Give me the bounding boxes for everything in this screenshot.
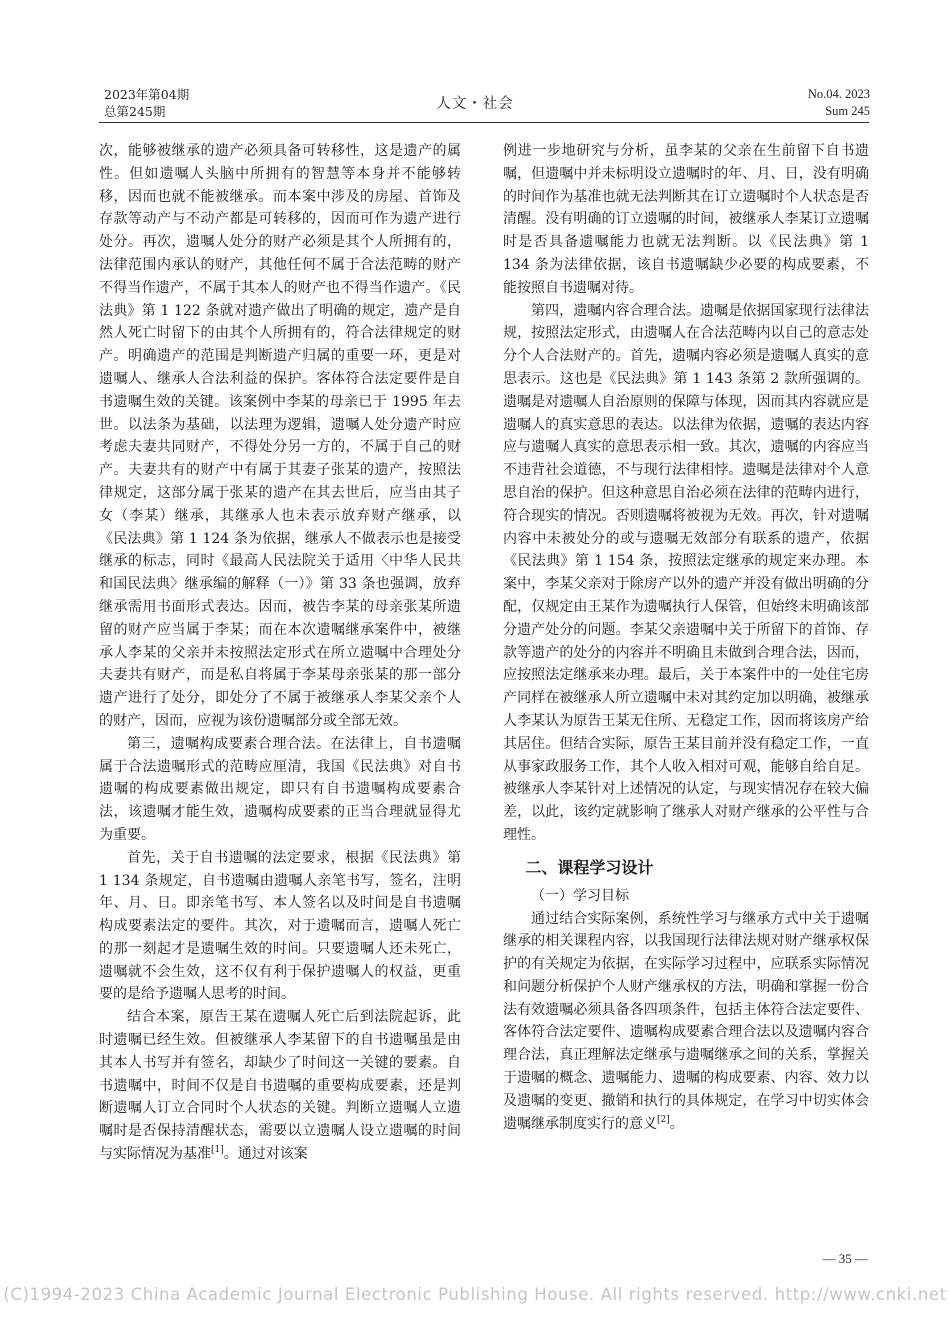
header-rule — [99, 122, 869, 123]
right-column — [503, 140, 869, 1135]
citation: [1] — [211, 1145, 224, 1156]
paragraph — [503, 908, 869, 1136]
paragraph: 第四，遗嘱内容合理合法。遗嘱是依据国家现行法律法规，按照法定形式，由遗嘱人在合法范畴内以自己的意志处分个人合法财产的。首先，遗嘱内容必须是遗嘱人真实的意思表示。这也是《民法典》第 1 143 条第 2 款所强调的。遗嘱是对遗嘱人自治原则的保障与体现，因而其内容就应是遗嘱人的真实意思的表达。以法律为依据，遗嘱的表达内容应与遗嘱人真实的意思表示相一致。其次，遗嘱的内容应当不违背社会道德，不与现行法律相悖。遗嘱是法律对个人意思自治的保护。但这种意思自治必须在法律的范畴内进行，符合现实的情况。否则遗嘱将被视为无效。再次，针对遗嘱内容中未被处分的或与遗嘱无效部分有联系的遗产，依据《民法典》第 1 154 条，按照法定继承的规定来办理。本案中，李某父亲对于除房产以外的遗产并没有做出明确的分配，仅规定由王某作为遗嘱执行人保管，但始终未明确该部分遗产处分的问题。李某父亲遗嘱中关于所留下的首饰、存款等遗产的处分的内容并不明确且未做到合理合法，因而，应按照法定继承来办理。最后，关于本案件中的一处住宅房产同样在被继承人所立遗嘱中未对其约定加以明确，被继承人李某认为原告王某无住所、无稳定工作，因而将该房产给其居住。但结合实际，原告王某目前并没有稳定工作，一直从事家政服务工作，其个人收入相对可观，能够自给自足。被继承人李某针对上述情况的认定，与现实情况存在较大偏差，以此，该约定就影响了继承人对财产继承的公平性与合理性。 — [503, 302, 869, 843]
paragraph: 首先，关于自书遗嘱的法定要求，根据《民法典》第 1 134 条规定，自书遗嘱由遗嘱人亲笔书写，签名，注明年、月、日。即亲笔书写、本人签名以及时间是自书遗嘱构成要素法定的要件。其次，对于遗嘱而言，遗嘱人死亡的那一刻起才是遗嘱生效的时间。只要遗嘱人还未死亡，遗嘱就不会生效，这不仅有利于保护遗嘱人的权益，更重要的是给予遗嘱人思考的时间。 — [99, 849, 461, 1003]
journal-section: 人文・社会 — [436, 96, 514, 112]
page-number: — 35 — — [822, 1251, 868, 1266]
paragraph-text: 结合本案，原告王某在遗嘱人死亡后到法院起诉，此时遗嘱已经生效。但被继承人李某留下的自书遗嘱虽是由其本人书写并有签名，却缺少了时间这一关键的要素。自书遗嘱中，时间不仅是自书遗嘱的重要构成要素，还是判断遗嘱人订立合同时个人状态的关键。判断立遗嘱人立遗嘱时是否保持清醒状态，需要以立遗嘱人设立遗嘱的时间与实际情况为基准 — [99, 1009, 461, 1163]
copyright-footer: (C)1994-2023 China Academic Journal Electronic Publishing House. All rights reserved. http://www.cnki.net — [3, 1285, 947, 1304]
paragraph-tail: 。 — [669, 1115, 684, 1132]
section-heading: 二、课程学习设计 — [525, 857, 654, 877]
paragraph: 第三，遗嘱构成要素合理合法。在法律上，自书遗嘱属于合法遗嘱形式的范畴应厘清，我国《民法典》对自书遗嘱的构成要素做出规定，即只有自书遗嘱构成要素合法，该遗嘱才能生效，遗嘱构成要素的正当合理就显得尤为重要。 — [99, 735, 461, 843]
paragraph-tail: 。通过对该案 — [223, 1146, 308, 1163]
subsection-heading: （一）学习目标 — [531, 887, 629, 904]
issue-number — [808, 86, 870, 120]
paragraph: 次，能够被继承的遗产必须具备可转移性，这是遗产的属性。但如遗嘱人头脑中所拥有的智慧等本身并不能够转移，因而也就不能被继承。而本案中涉及的房屋、首饰及存款等动产与不动产都是可转移的，因而可作为遗产进行处分。再次，遗嘱人处分的财产必须是其个人所拥有的，法律范围内承认的财产，其他任何不属于合法范畴的财产不得当作遗产，不属于其本人的财产也不得当作遗产。《民法典》第 1 122 条就对遗产做出了明确的规定，遗产是自然人死亡时留下的由其个人所拥有的，符合法律规定的财产。明确遗产的范围是判断遗产归属的重要一环，更是对遗嘱人、继承人合法利益的保护。客体符合法定要件是自书遗嘱生效的关键。该案例中李某的母亲已于 1995 年去世。以法条为基础，以法理为逻辑，遗嘱人处分遗产时应考虑夫妻共同财产，不得处分另一方的，不属于自己的财产。夫妻共有的财产中有属于其妻子张某的遗产，按照法律规定，这部分属于张某的遗产在其去世后，应当由其子女（李某）继承，其继承人也未表示放弃财产继承，以《民法典》第 1 124 条为依据，继承人不做表示也是接受继承的标志，同时《最高人民法院关于适用〈中华人民共和国民法典〉继承编的解释（一）》第 33 条也强调，放弃继承需用书面形式表达。因而，被告李某的母亲张某所遗留的财产应当属于李某；而在本次遗嘱继承案件中，被继承人李某的父亲并未按照法定形式在所立遗嘱中合理处分夫妻共有财产，而是私自将属于李某母亲张某的那一部分遗产进行了处分，即处分了不属于被继承人李某父亲个人的财产，因而，应视为该份遗嘱部分或全部无效。 — [99, 143, 461, 729]
left-column — [99, 140, 461, 1166]
year-issue: 2023年第04期 — [104, 87, 190, 102]
paragraph — [99, 1006, 461, 1166]
paragraph: 例进一步地研究与分析，虽李某的父亲在生前留下自书遗嘱，但遗嘱中并未标明设立遗嘱时的年、月、日，没有明确的时间作为基准也就无法判断其在订立遗嘱时个人状态是否清醒。没有明确的订立遗嘱的时间，被继承人李某订立遗嘱时是否具备遗嘱能力也就无法判断。以《民法典》第 1 134 条为法律依据，该自书遗嘱缺少必要的构成要素，不能按照自书遗嘱对待。 — [503, 143, 869, 296]
issue-sum: Sum 245 — [825, 104, 870, 118]
issue-no: No.04. 2023 — [807, 87, 870, 101]
citation: [2] — [657, 1114, 670, 1125]
total-issue: 总第245期 — [104, 104, 166, 119]
paragraph-text: 通过结合实际案例，系统性学习与继承方式中关于遗嘱继承的相关课程内容，以我国现行法律法规对财产继承权保护的有关规定为依据，在实际学习过程中，应联系实际情况和问题分析保护个人财产继承权的方法，明确和掌握一份合法有效遗嘱必须具备各四项条件，包括主体符合法定要件、客体符合法定要件、遗嘱构成要素合理合法以及遗嘱内容合理合法，真正理解法定继承与遗嘱继承之间的关系，掌握关于遗嘱的概念、遗嘱能力、遗嘱的构成要素、内容、效力以及遗嘱的变更、撤销和执行的具体规定，在学习中切实体会遗嘱继承制度实行的意义 — [503, 910, 869, 1132]
